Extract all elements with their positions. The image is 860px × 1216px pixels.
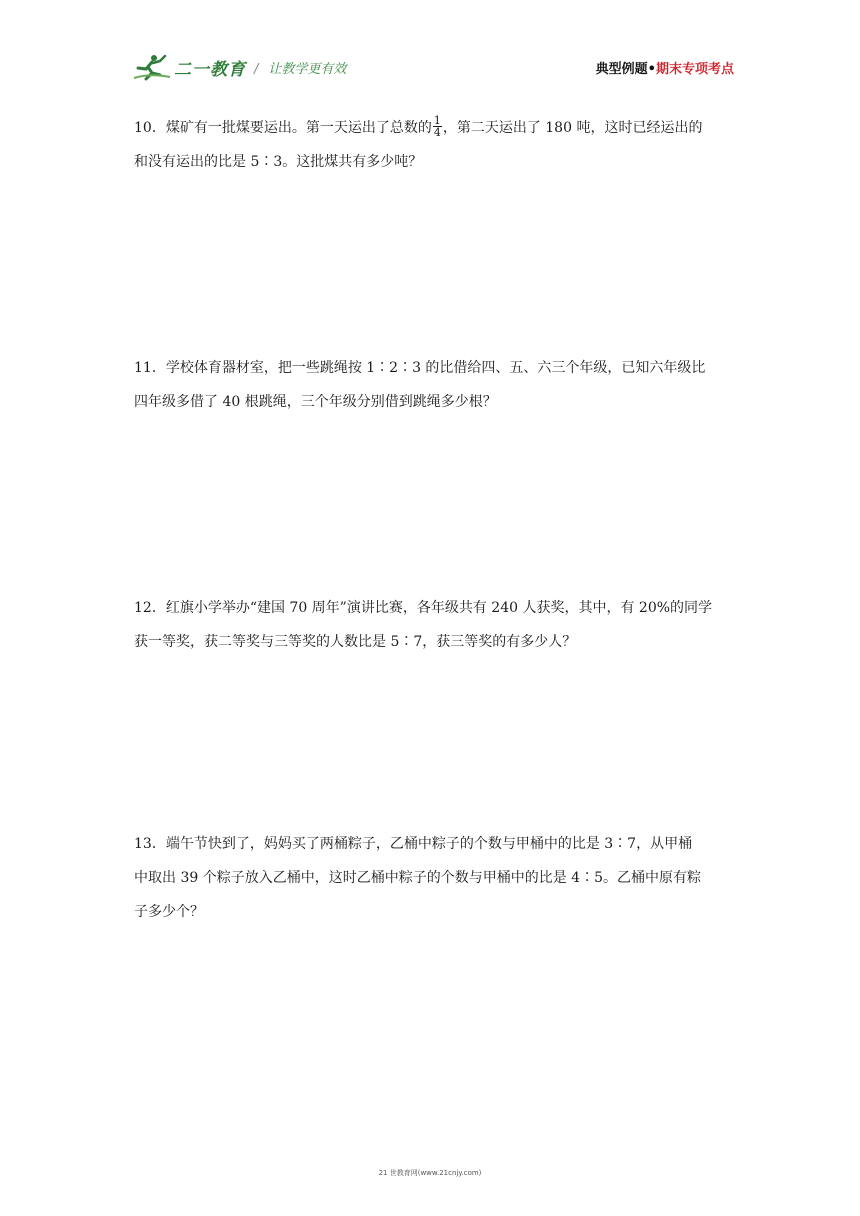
problem-line: 13．端午节快到了，妈妈买了两桶粽子，乙桶中粽子的个数与甲桶中的比是 3∶7，从甲桶 [134, 836, 693, 852]
category-highlight: 期末专项考点 [655, 62, 734, 77]
problem-line: 子多少个？ [134, 904, 204, 920]
slogan-separator: / [254, 62, 259, 77]
problem-line: 11．学校体育器材室，把一些跳绳按 1∶2∶3 的比借给四、五、六三个年级，已知六年级比 [134, 360, 706, 376]
problem-line: 中取出 39 个粽子放入乙桶中，这时乙桶中粽子的个数与甲桶中的比是 4∶5。乙桶中原有粽 [134, 870, 701, 886]
logo [132, 52, 246, 82]
page-header [132, 46, 732, 86]
header-category [596, 58, 734, 77]
fraction [433, 115, 442, 138]
problem-13 [134, 827, 734, 929]
problem-line: 四年级多借了 40 根跳绳，三个年级分别借到跳绳多少根？ [134, 394, 497, 410]
category-label: 典型例题 [595, 62, 648, 77]
problem-line: 12．红旗小学举办“建国 70 周年”演讲比赛，各年级共有 240 人获奖，其中，有 20%的同学 [134, 600, 713, 616]
problem-11 [134, 351, 734, 419]
category-dot: • [647, 62, 656, 77]
problem-line: 获一等奖，获二等奖与三等奖的人数比是 5∶7，获三等奖的有多少人？ [134, 634, 577, 650]
page-footer: 21 世教育网(www.21cnjy.com) [378, 1169, 482, 1177]
slogan [254, 58, 346, 77]
logo-text: 二一教育 [174, 59, 246, 80]
slogan-text: 让教学更有效 [268, 62, 347, 77]
problem-10 [134, 111, 734, 179]
problem-text: 10．煤矿有一批煤要运出。第一天运出了总数的 [134, 120, 432, 136]
runner-logo-icon [132, 53, 172, 81]
fraction-denominator: 4 [433, 125, 441, 139]
problem-text: ，第二天运出了 180 吨，这时已经运出的 [442, 120, 703, 136]
problem-line [134, 111, 734, 145]
problem-12 [134, 591, 734, 659]
fraction-numerator: 1 [433, 113, 441, 127]
problem-line: 和没有运出的比是 5∶3。这批煤共有多少吨？ [134, 154, 423, 170]
